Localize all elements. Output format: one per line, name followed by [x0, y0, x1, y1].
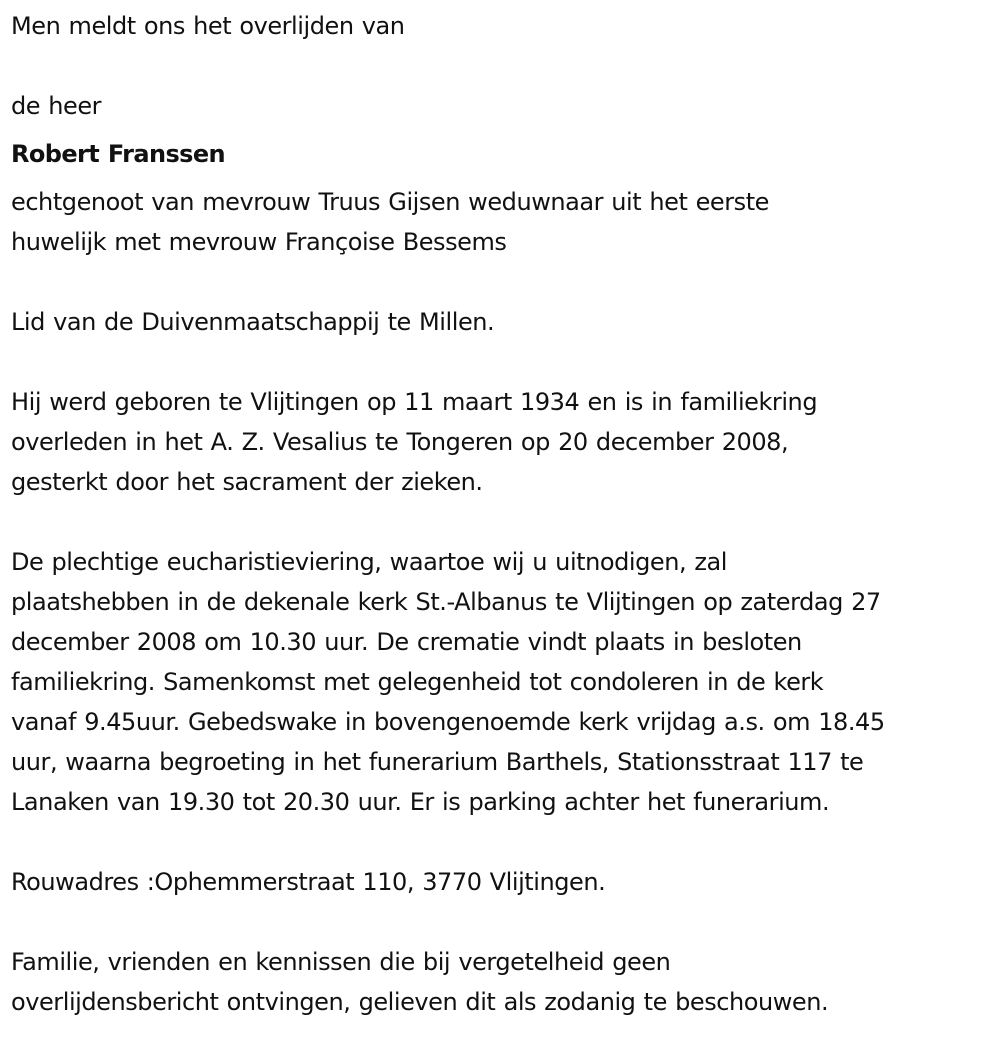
salutation: de heer: [11, 92, 102, 120]
paragraph-gap: [11, 262, 996, 302]
membership-line: Lid van de Duivenmaatschappij te Millen.: [11, 308, 495, 336]
paragraph-line: Familie, vrienden en kennissen die bij vergetelheid geen: [11, 948, 671, 976]
paragraph-line: huwelijk met mevrouw Françoise Bessems: [11, 228, 507, 256]
mourning-address: Rouwadres :Ophemmerstraat 110, 3770 Vlijtingen.: [11, 868, 606, 896]
paragraph-line: De plechtige eucharistieviering, waartoe wij u uitnodigen, zal: [11, 548, 727, 576]
death-notice: [11, 0, 996, 1022]
paragraph-gap: [11, 46, 996, 86]
paragraph-line: vanaf 9.45uur. Gebedswake in bovengenoemde kerk vrijdag a.s. om 18.45: [11, 708, 885, 736]
paragraph-gap: [11, 342, 996, 382]
paragraph-gap: [11, 822, 996, 862]
paragraph-line: overlijdensbericht ontvingen, gelieven dit als zodanig te beschouwen.: [11, 988, 829, 1016]
paragraph-line: familiekring. Samenkomst met gelegenheid tot condoleren in de kerk: [11, 668, 824, 696]
deceased-name: Robert Franssen: [11, 140, 226, 168]
ceremony-paragraph: [11, 542, 996, 822]
opening-line: Men meldt ons het overlijden van: [11, 12, 405, 40]
birth-death-paragraph: [11, 382, 996, 502]
paragraph-gap: [11, 502, 996, 542]
paragraph-line: plaatshebben in de dekenale kerk St.-Albanus te Vlijtingen op zaterdag 27: [11, 588, 881, 616]
closing-paragraph: [11, 942, 996, 1022]
paragraph-line: Lanaken van 19.30 tot 20.30 uur. Er is parking achter het funerarium.: [11, 788, 830, 816]
paragraph-line: echtgenoot van mevrouw Truus Gijsen weduwnaar uit het eerste: [11, 188, 769, 216]
paragraph-gap: [11, 902, 996, 942]
paragraph-line: overleden in het A. Z. Vesalius te Tongeren op 20 december 2008,: [11, 428, 789, 456]
paragraph-line: uur, waarna begroeting in het funerarium Barthels, Stationsstraat 117 te: [11, 748, 864, 776]
paragraph-line: december 2008 om 10.30 uur. De crematie vindt plaats in besloten: [11, 628, 802, 656]
paragraph-line: Hij werd geboren te Vlijtingen op 11 maart 1934 en is in familiekring: [11, 388, 818, 416]
spouse-paragraph: [11, 182, 996, 262]
paragraph-line: gesterkt door het sacrament der zieken.: [11, 468, 483, 496]
